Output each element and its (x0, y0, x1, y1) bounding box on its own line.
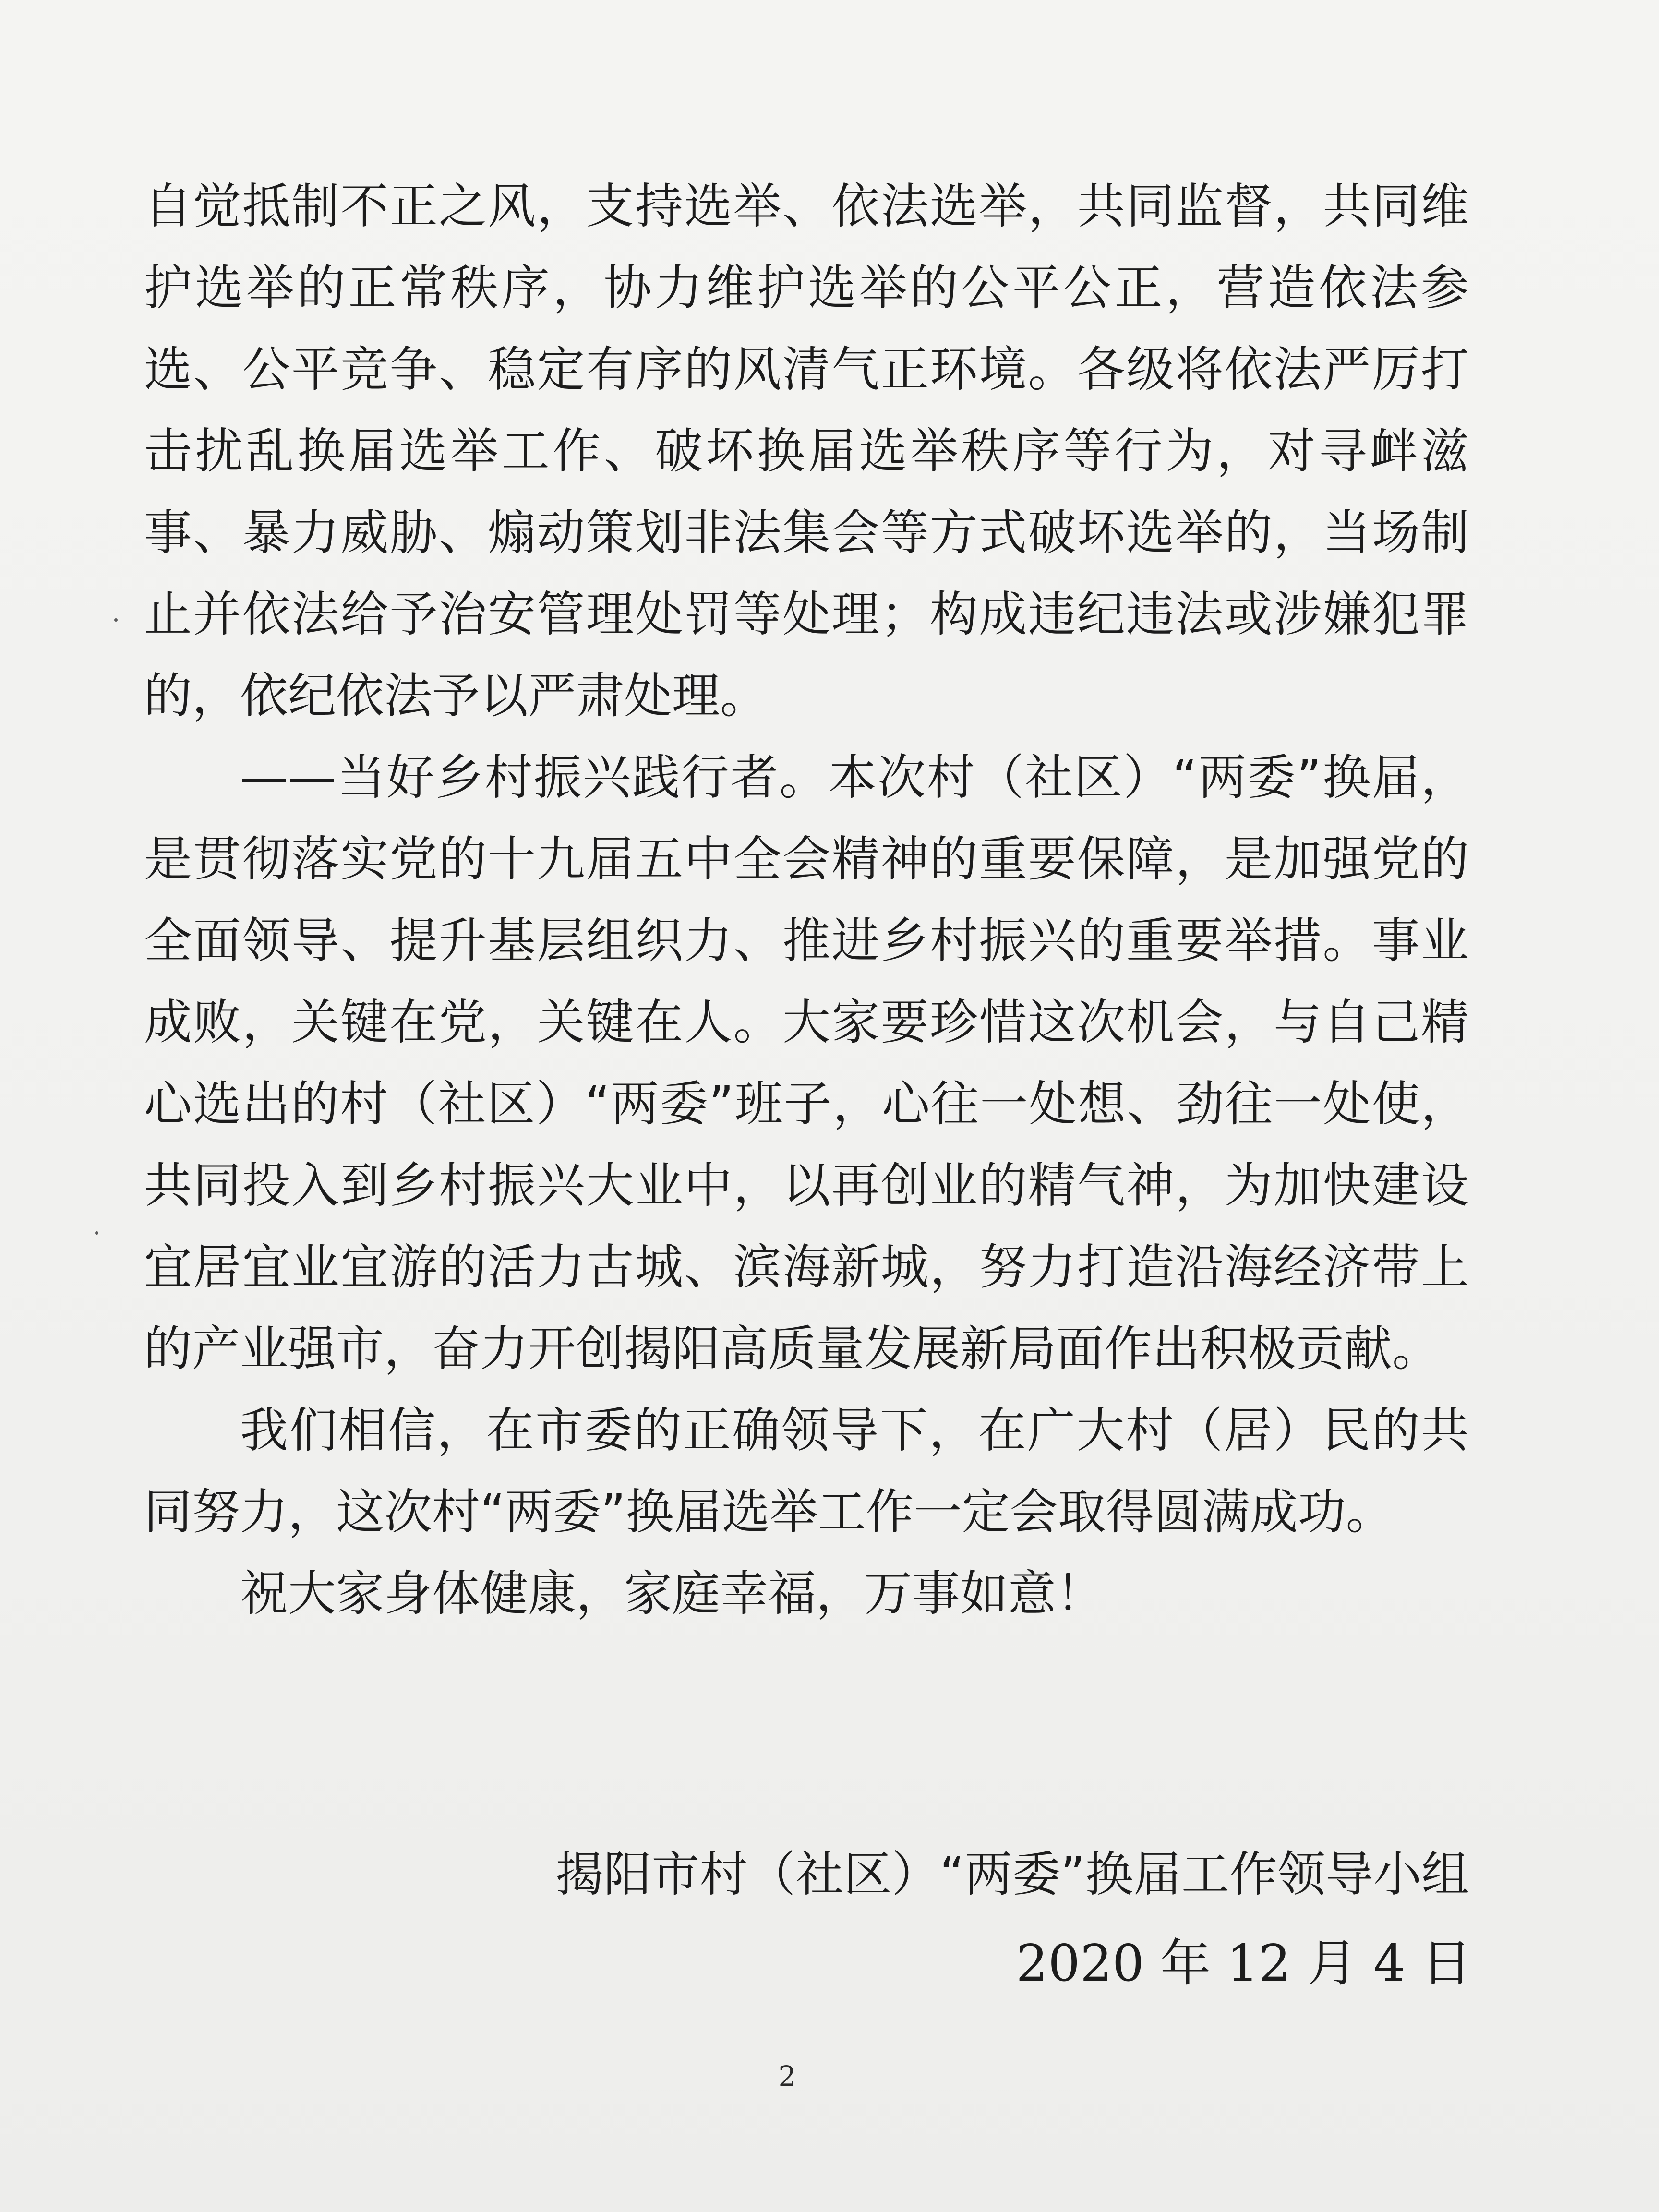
paragraph-continuation: 自觉抵制不正之风，支持选举、依法选举，共同监督，共同维护选举的正常秩序，协力维护选举的公平公正，营造依法参选、公平竞争、稳定有序的风清气正环境。各级将依法严厉打击扰乱换届选举工作、破坏换届选举秩序等行为，对寻衅滋事、暴力威胁、煽动策划非法集会等方式破坏选举的，当场制止并依法给予治安管理处罚等处理；构成违纪违法或涉嫌犯罪的，依纪依法予以严肃处理。 (144, 178, 1469, 724)
document-body (144, 166, 1469, 1635)
page-number: 2 (778, 2060, 796, 2092)
paragraph-blessing: 祝大家身体健康，家庭幸福，万事如意！ (240, 1565, 1104, 1622)
paper-speck (95, 1231, 98, 1235)
paragraph-rural-revitalization: ——当好乡村振兴践行者。本次村（社区）“两委”换届，是贯彻落实党的十九届五中全会精神的重要保障，是加强党的全面领导、提升基层组织力、推进乡村振兴的重要举措。事业成败，关键在党，关键在人。大家要珍惜这次机会，与自己精心选出的村（社区）“两委”班子，心往一处想、劲往一处使，共同投入到乡村振兴大业中，以再创业的精气神，为加快建设宜居宜业宜游的活力古城、滨海新城，努力打造沿海经济带上的产业强市，奋力开创揭阳高质量发展新局面作出积极贡献。 (144, 749, 1469, 1377)
signature-date: 2020 年 12 月 4 日 (1016, 1934, 1472, 1993)
paper-speck (114, 618, 118, 622)
signature-organization: 揭阳市村（社区）“两委”换届工作领导小组 (555, 1846, 1469, 1902)
paragraph-confidence: 我们相信，在市委的正确领导下，在广大村（居）民的共同努力，这次村“两委”换届选举工作一定会取得圆满成功。 (144, 1402, 1469, 1540)
